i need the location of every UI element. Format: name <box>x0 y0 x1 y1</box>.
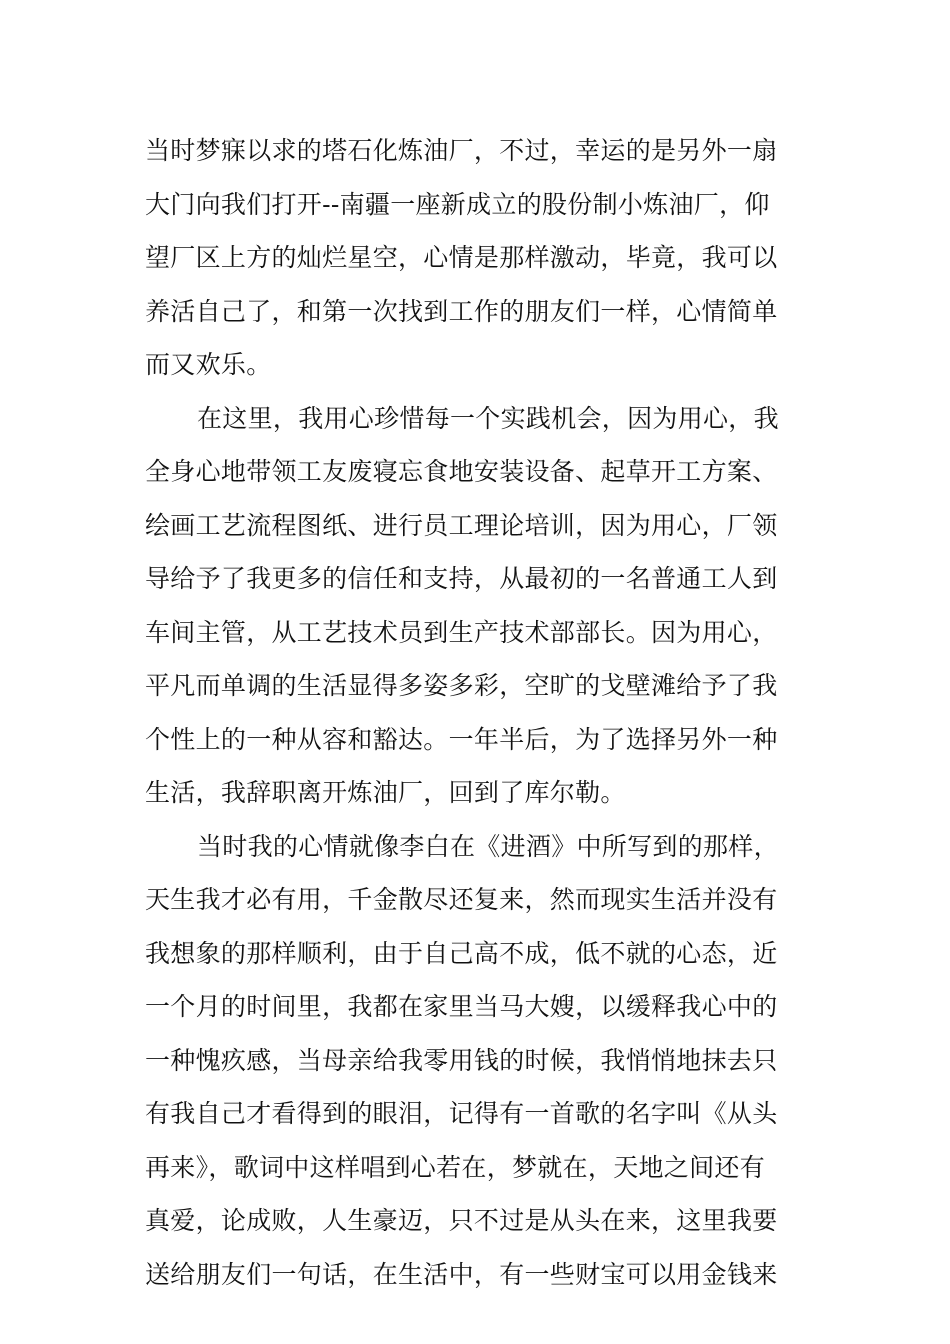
text-line: 望厂区上方的灿烂星空，心情是那样激动，毕竟，我可以 <box>145 243 778 272</box>
text-line: 天生我才必有用，千金散尽还复来，然而现实生活并没有 <box>145 885 778 914</box>
text-line: 当时我的心情就像李白在《进酒》中所写到的那样， <box>197 831 779 861</box>
text-line: 在这里，我用心珍惜每一个实践机会，因为用心，我 <box>197 403 779 433</box>
text-line: 再来》，歌词中这样唱到心若在，梦就在，天地之间还有 <box>145 1152 766 1182</box>
text-line: 车间主管，从工艺技术员到生产技术部部长。因为用心， <box>145 617 778 647</box>
text-line: 而又欢乐。 <box>145 350 272 379</box>
text-line: 我想象的那样顺利，由于自己高不成，低不就的心态，近 <box>145 938 778 968</box>
text-line: 大门向我们打开--南疆一座新成立的股份制小炼油厂，仰 <box>145 189 770 219</box>
text-line: 一个月的时间里，我都在家里当马大嫂，以缓释我心中的 <box>145 992 778 1021</box>
text-line: 送给朋友们一句话，在生活中，有一些财宝可以用金钱来 <box>145 1259 778 1289</box>
text-line: 一种愧疚感，当母亲给我零用钱的时候，我悄悄地抹去只 <box>145 1045 778 1075</box>
text-line: 导给予了我更多的信任和支持，从最初的一名普通工人到 <box>145 564 778 593</box>
text-line: 有我自己才看得到的眼泪，记得有一首歌的名字叫《从头 <box>145 1099 778 1128</box>
text-line: 绘画工艺流程图纸、进行员工理论培训，因为用心，厂领 <box>145 510 778 540</box>
text-line: 真爱，论成败，人生豪迈，只不过是从头在来，这里我要 <box>145 1206 778 1235</box>
document-body <box>145 124 810 1301</box>
text-line: 个性上的一种从容和豁达。一年半后，为了选择另外一种 <box>145 724 778 754</box>
text-line: 养活自己了，和第一次找到工作的朋友们一样，心情简单 <box>145 296 778 326</box>
text-line: 生活，我辞职离开炼油厂，回到了库尔勒。 <box>145 778 626 807</box>
text-line: 全身心地带领工友废寝忘食地安装设备、起草开工方案、 <box>145 457 778 486</box>
text-line: 平凡而单调的生活显得多姿多彩，空旷的戈壁滩给予了我 <box>145 671 778 700</box>
text-line: 当时梦寐以求的塔石化炼油厂，不过，幸运的是另外一扇 <box>145 136 778 165</box>
